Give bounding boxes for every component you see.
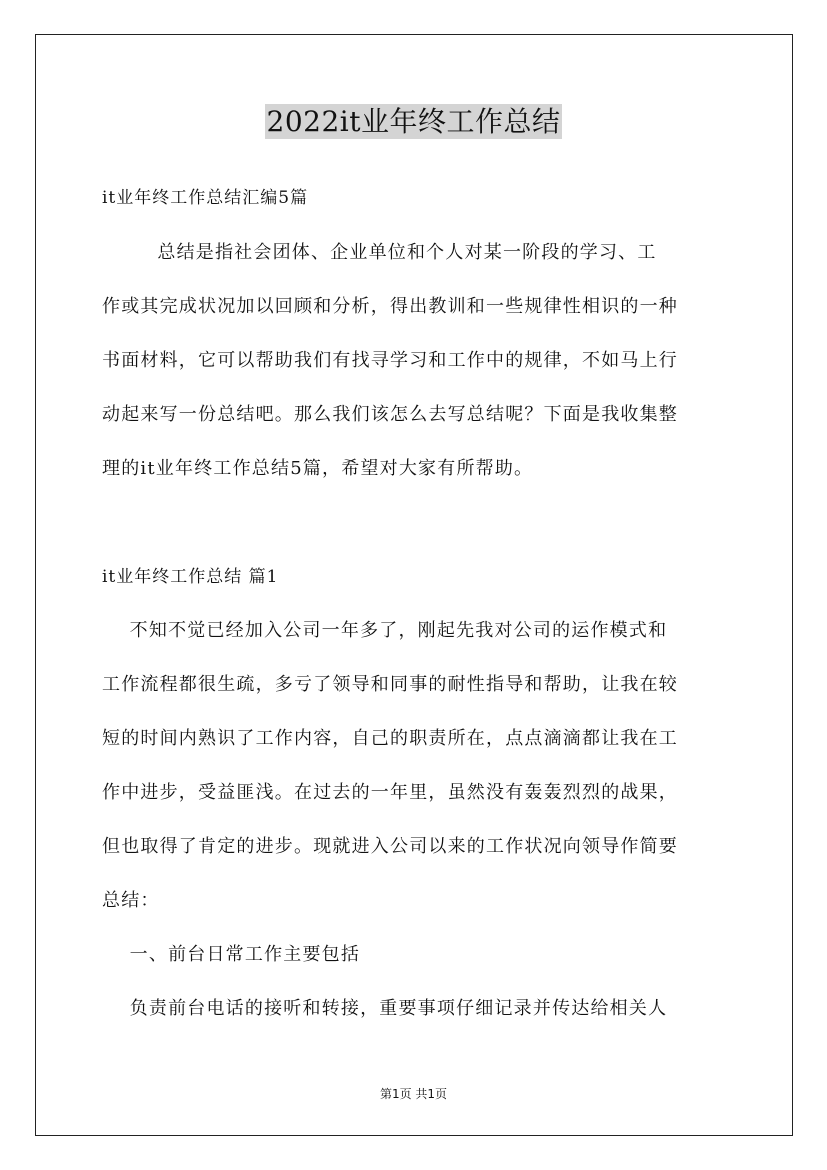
document-title: 2022it业年终工作总结	[266, 105, 561, 138]
body-line: 短的时间内熟识了工作内容，自己的职责所在，点点滴滴都让我在工	[102, 728, 678, 749]
body-line: 不知不觉已经加入公司一年多了，刚起先我对公司的运作模式和	[102, 620, 668, 641]
body-line: 工作流程都很生疏，多亏了领导和同事的耐性指导和帮助，让我在较	[102, 674, 678, 695]
section-heading: it业年终工作总结 篇1	[102, 567, 279, 587]
intro-line: 总结是指社会团体、企业单位和个人对某一阶段的学习、工	[102, 242, 657, 263]
page-footer: 第1页 共1页	[379, 1087, 448, 1101]
intro-line: 动起来写一份总结吧。那么我们该怎么去写总结呢？下面是我收集整	[102, 404, 678, 425]
intro-line: 书面材料，它可以帮助我们有找寻学习和工作中的规律，不如马上行	[102, 350, 678, 371]
document-subtitle: it业年终工作总结汇编5篇	[102, 188, 309, 208]
body-line: 负责前台电话的接听和转接，重要事项仔细记录并传达给相关人	[102, 998, 668, 1019]
sub-heading: 一、前台日常工作主要包括	[102, 944, 361, 965]
body-line: 总结：	[102, 890, 160, 911]
intro-line: 作或其完成状况加以回顾和分析，得出教训和一些规律性相识的一种	[102, 296, 678, 317]
document-title-container	[0, 100, 827, 140]
body-line: 但也取得了肯定的进步。现就进入公司以来的工作状况向领导作简要	[102, 836, 678, 857]
intro-line: 理的it业年终工作总结5篇，希望对大家有所帮助。	[102, 458, 534, 479]
body-line: 作中进步，受益匪浅。在过去的一年里，虽然没有轰轰烈烈的战果，	[102, 782, 678, 803]
